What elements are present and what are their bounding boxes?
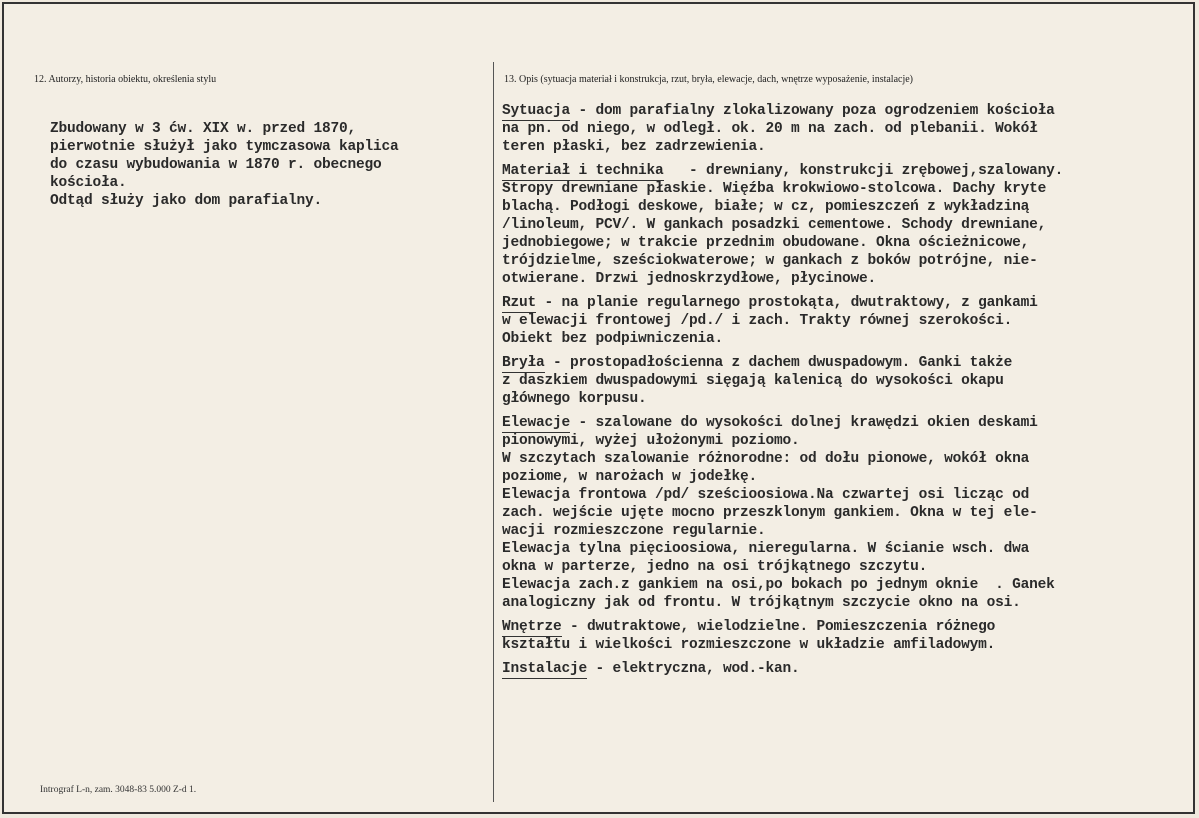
section-text: - dwutraktowe, wielodzielne. Pomieszczenia różnego	[561, 619, 996, 635]
history-line: kościoła.	[50, 175, 127, 191]
description-line	[502, 102, 1063, 120]
section-key: Elewacje	[502, 415, 571, 431]
description-line: /linoleum, PCV/. W gankach posadzki cementowe. Schody drewniane,	[502, 217, 1047, 233]
description-line	[502, 414, 1063, 432]
description-line: Elewacja tylna pięcioosiowa, nieregularna. W ścianie wsch. dwa	[502, 541, 1030, 557]
description-line	[502, 618, 1063, 636]
description-line: zach. wejście ujęte mocno przeszklonym gankiem. Okna w tej ele-	[502, 505, 1038, 521]
description-line: Obiekt bez podpiwniczenia.	[502, 331, 724, 347]
printer-imprint: Intrograf L-n, zam. 3048-83 5.000 Z-d 1.	[40, 785, 197, 795]
section-text: - na planie regularnego prostokąta, dwutraktowy, z gankami	[536, 295, 1038, 311]
description-line: okna w parterze, jedno na osi trójkątnego szczytu.	[502, 559, 928, 575]
description-line: analogiczny jak od frontu. W trójkątnym szczycie okno na osi.	[502, 595, 1021, 611]
description-line: jednobiegowe; w trakcie przednim obudowane. Okna ościeżnicowe,	[502, 235, 1030, 251]
description-line: trójdzielme, sześciokwaterowe; w gankach z boków potrójne, nie-	[502, 253, 1038, 269]
section-elewacje	[502, 414, 1063, 612]
description-line	[502, 162, 1063, 180]
description-line	[502, 660, 1063, 678]
description-line: teren płaski, bez zadrzewienia.	[502, 139, 766, 155]
section-instalacje	[502, 660, 1063, 678]
section-key: Rzut	[502, 295, 537, 311]
description-text	[502, 102, 1063, 684]
section-text: - drewniany, konstrukcji zrębowej,szalowany.	[663, 163, 1064, 179]
section-text: - szalowane do wysokości dolnej krawędzi okien deskami	[570, 415, 1038, 431]
section-text: - prostopadłościenna z dachem dwuspadowym. Ganki także	[544, 355, 1013, 371]
section-key: Instalacje	[502, 661, 588, 677]
description-line: W szczytach szalowanie różnorodne: od dołu pionowe, wokół okna	[502, 451, 1030, 467]
section-13-header: 13. Opis (sytuacja materiał i konstrukcja, rzut, bryła, elewacje, dach, wnętrze wyposażenie, instalacje)	[504, 74, 913, 85]
description-line: blachą. Podłogi deskowe, białe; w cz, pomieszczeń z wykładziną	[502, 199, 1030, 215]
section-key: Bryła	[502, 355, 545, 371]
history-line: pierwotnie służył jako tymczasowa kaplica	[50, 139, 399, 155]
section-bryła	[502, 354, 1063, 408]
section-key: Wnętrze	[502, 619, 562, 635]
description-line: kształtu i wielkości rozmieszczone w układzie amfiladowym.	[502, 637, 996, 653]
record-card	[2, 2, 1195, 814]
description-line: Elewacja zach.z gankiem na osi,po bokach po jednym oknie . Ganek	[502, 577, 1055, 593]
description-line: poziome, w narożach w jodełkę.	[502, 469, 758, 485]
section-text: - dom parafialny zlokalizowany poza ogrodzeniem kościoła	[570, 103, 1055, 119]
history-line: Odtąd służy jako dom parafialny.	[50, 193, 323, 209]
section-key: Sytuacja	[502, 103, 571, 119]
description-line: z daszkiem dwuspadowymi sięgają kalenicą do wysokości okapu	[502, 373, 1004, 389]
section-sytuacja	[502, 102, 1063, 156]
description-line: na pn. od niego, w odległ. ok. 20 m na zach. od plebanii. Wokół	[502, 121, 1038, 137]
section-wnętrze	[502, 618, 1063, 654]
description-line: otwierane. Drzwi jednoskrzydłowe, płycinowe.	[502, 271, 877, 287]
section-rzut	[502, 294, 1063, 348]
description-line	[502, 354, 1063, 372]
description-line: głównego korpusu.	[502, 391, 647, 407]
description-line: Stropy drewniane płaskie. Więźba krokwiowo-stolcowa. Dachy kryte	[502, 181, 1047, 197]
description-line	[502, 294, 1063, 312]
history-line: Zbudowany w 3 ćw. XIX w. przed 1870,	[50, 121, 357, 137]
description-line: pionowymi, wyżej ułożonymi poziomo.	[502, 433, 800, 449]
section-key: Materiał i technika	[502, 163, 664, 179]
description-line: wacji rozmieszczone regularnie.	[502, 523, 766, 539]
description-line: w elewacji frontowej /pd./ i zach. Trakty równej szerokości.	[502, 313, 1013, 329]
section-materiał-i-technika	[502, 162, 1063, 288]
column-divider	[493, 62, 494, 802]
section-12-header: 12. Autorzy, historia obiektu, określenia stylu	[34, 74, 217, 85]
section-text: - elektryczna, wod.-kan.	[587, 661, 800, 677]
description-line: Elewacja frontowa /pd/ sześcioosiowa.Na czwartej osi licząc od	[502, 487, 1030, 503]
history-text	[50, 120, 399, 210]
history-line: do czasu wybudowania w 1870 r. obecnego	[50, 157, 382, 173]
